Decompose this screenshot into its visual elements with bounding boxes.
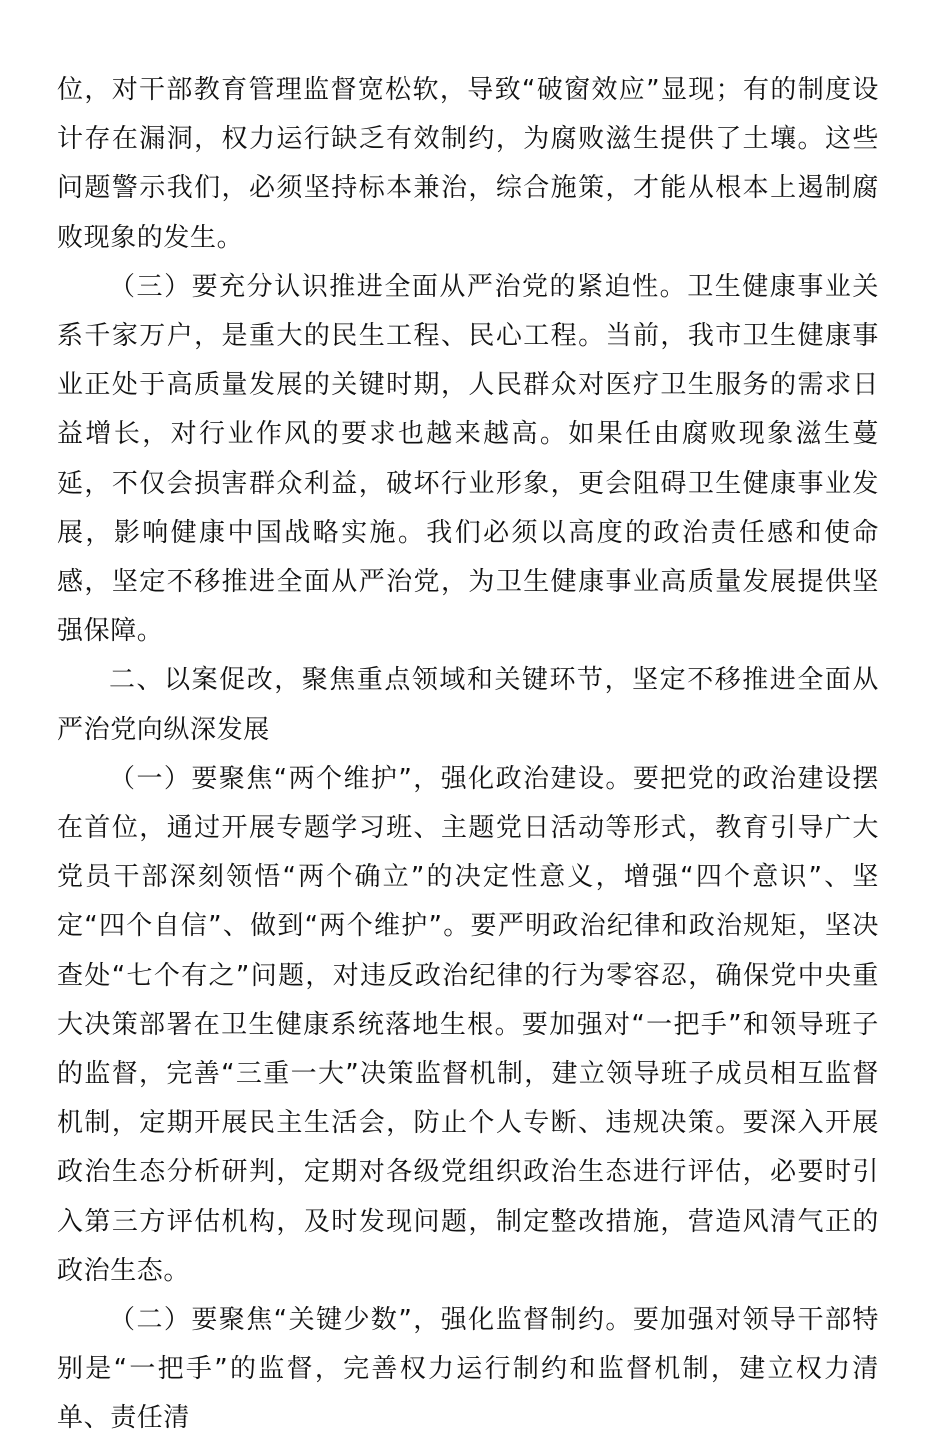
paragraph-section-3: （三）要充分认识推进全面从严治党的紧迫性。卫生健康事业关系千家万户，是重大的民生工程、民心工程。当前，我市卫生健康事业正处于高质量发展的关键时期，人民群众对医疗卫生服务的需求日益增长，对行业作风的要求也越来越高。如果任由腐败现象滋生蔓延，不仅会损害群众利益，破坏行业形象，更会阻碍卫生健康事业发展，影响健康中国战略实施。我们必须以高度的政治责任感和使命感，坚定不移推进全面从严治党，为卫生健康事业高质量发展提供坚强保障。 [57,271,879,647]
paragraph-subsection-1: （一）要聚焦“两个维护”，强化政治建设。要把党的政治建设摆在首位，通过开展专题学习班、主题党日活动等形式，教育引导广大党员干部深刻领悟“两个确立”的决定性意义，增强“四个意识”、坚定“四个自信”、做到“两个维护”。要严明政治纪律和政治规矩，坚决查处“七个有之”问题，对违反政治纪律的行为零容忍，确保党中央重大决策部署在卫生健康系统落地生根。要加强对“一把手”和领导班子的监督，完善“三重一大”决策监督机制，建立领导班子成员相互监督机制，定期开展民主生活会，防止个人专断、违规决策。要深入开展政治生态分析研判，定期对各级党组织政治生态进行评估，必要时引入第三方评估机构，及时发现问题，制定整改措施，营造风清气正的政治生态。 [57,763,879,1286]
paragraph-continuation: 位，对干部教育管理监督宽松软，导致“破窗效应”显现；有的制度设计存在漏洞，权力运行缺乏有效制约，为腐败滋生提供了土壤。这些问题警示我们，必须坚持标本兼治，综合施策，才能从根本上遏制腐败现象的发生。 [57,75,879,253]
document-page [57,66,879,1444]
paragraph-subsection-2: （二）要聚焦“关键少数”，强化监督制约。要加强对领导干部特别是“一把手”的监督，完善权力运行制约和监督机制，建立权力清单、责任清 [57,1305,879,1434]
section-heading-2: 二、以案促改，聚焦重点领域和关键环节，坚定不移推进全面从严治党向纵深发展 [57,665,879,745]
